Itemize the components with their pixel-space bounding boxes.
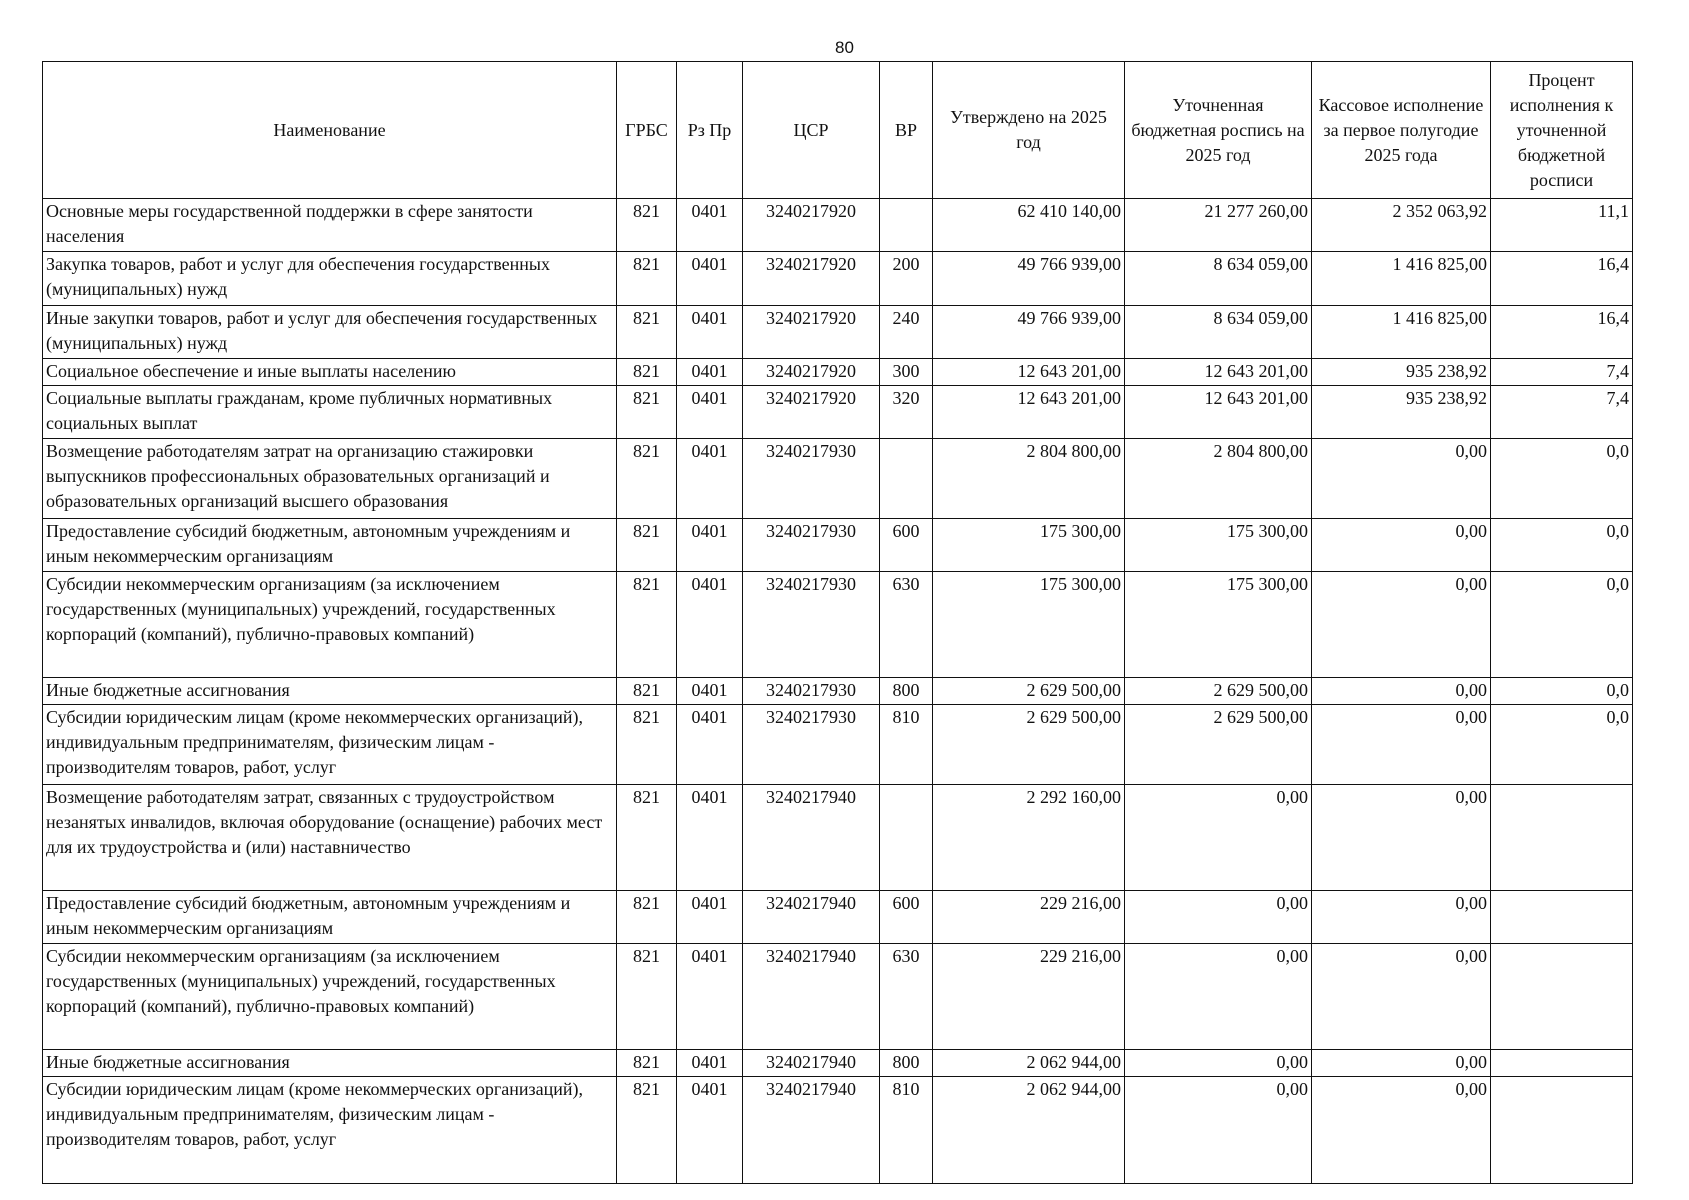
cell-name: Социальное обеспечение и иные выплаты населению [43, 359, 617, 386]
cell-rzpr: 0401 [677, 519, 743, 572]
cell-approved: 175 300,00 [933, 572, 1125, 678]
cell-csr: 3240217920 [743, 252, 880, 306]
cell-percent: 16,4 [1491, 306, 1633, 359]
cell-refined: 21 277 260,00 [1125, 199, 1312, 252]
table-row [43, 785, 1633, 891]
table-row [43, 1050, 1633, 1077]
cell-vr [880, 439, 933, 519]
cell-vr [880, 785, 933, 891]
cell-approved: 49 766 939,00 [933, 252, 1125, 306]
cell-name: Закупка товаров, работ и услуг для обеспечения государственных (муниципальных) нужд [43, 252, 617, 306]
cell-cash: 0,00 [1312, 705, 1491, 785]
cell-vr: 320 [880, 386, 933, 439]
cell-name: Возмещение работодателям затрат, связанных с трудоустройством незанятых инвалидов, включая оборудование (оснащение) рабочих мест для их трудоустройства и (или) наставничество [43, 785, 617, 891]
cell-percent [1491, 944, 1633, 1050]
cell-refined: 175 300,00 [1125, 519, 1312, 572]
cell-rzpr: 0401 [677, 199, 743, 252]
budget-table [42, 61, 1633, 1184]
table-row [43, 199, 1633, 252]
cell-name: Субсидии некоммерческим организациям (за исключением государственных (муниципальных) учреждений, государственных корпораций (компаний), публично-правовых компаний) [43, 572, 617, 678]
cell-approved: 62 410 140,00 [933, 199, 1125, 252]
cell-csr: 3240217930 [743, 678, 880, 705]
cell-name: Иные бюджетные ассигнования [43, 1050, 617, 1077]
cell-cash: 0,00 [1312, 944, 1491, 1050]
cell-rzpr: 0401 [677, 252, 743, 306]
cell-percent [1491, 785, 1633, 891]
cell-cash: 2 352 063,92 [1312, 199, 1491, 252]
cell-csr: 3240217930 [743, 572, 880, 678]
page-number: 80 [835, 38, 854, 57]
table-row [43, 944, 1633, 1050]
cell-rzpr: 0401 [677, 306, 743, 359]
cell-csr: 3240217930 [743, 705, 880, 785]
cell-percent: 0,0 [1491, 519, 1633, 572]
cell-vr [880, 199, 933, 252]
header-csr: ЦСР [743, 62, 880, 199]
cell-cash: 0,00 [1312, 678, 1491, 705]
table-row [43, 678, 1633, 705]
header-refined: Уточненная бюджетная роспись на 2025 год [1125, 62, 1312, 199]
cell-rzpr: 0401 [677, 678, 743, 705]
cell-csr: 3240217940 [743, 1077, 880, 1184]
header-approved: Утверждено на 2025 год [933, 62, 1125, 199]
cell-csr: 3240217940 [743, 944, 880, 1050]
cell-rzpr: 0401 [677, 944, 743, 1050]
cell-csr: 3240217940 [743, 1050, 880, 1077]
cell-percent: 11,1 [1491, 199, 1633, 252]
cell-name: Предоставление субсидий бюджетным, автономным учреждениям и иным некоммерческим организациям [43, 891, 617, 944]
cell-cash: 0,00 [1312, 519, 1491, 572]
cell-grbs: 821 [617, 891, 677, 944]
header-rzpr: Рз Пр [677, 62, 743, 199]
cell-vr: 630 [880, 572, 933, 678]
cell-approved: 2 629 500,00 [933, 705, 1125, 785]
cell-grbs: 821 [617, 359, 677, 386]
cell-csr: 3240217930 [743, 519, 880, 572]
cell-approved: 2 292 160,00 [933, 785, 1125, 891]
cell-grbs: 821 [617, 785, 677, 891]
cell-grbs: 821 [617, 519, 677, 572]
cell-approved: 2 062 944,00 [933, 1050, 1125, 1077]
cell-refined: 175 300,00 [1125, 572, 1312, 678]
cell-rzpr: 0401 [677, 785, 743, 891]
cell-approved: 12 643 201,00 [933, 359, 1125, 386]
cell-refined: 0,00 [1125, 891, 1312, 944]
cell-percent: 0,0 [1491, 678, 1633, 705]
cell-rzpr: 0401 [677, 439, 743, 519]
cell-csr: 3240217920 [743, 306, 880, 359]
cell-grbs: 821 [617, 199, 677, 252]
cell-grbs: 821 [617, 439, 677, 519]
cell-refined: 0,00 [1125, 1077, 1312, 1184]
cell-name: Предоставление субсидий бюджетным, автономным учреждениям и иным некоммерческим организациям [43, 519, 617, 572]
cell-name: Субсидии юридическим лицам (кроме некоммерческих организаций), индивидуальным предпринимателям, физическим лицам - производителям товаров, работ, услуг [43, 705, 617, 785]
header-vr: ВР [880, 62, 933, 199]
cell-percent [1491, 891, 1633, 944]
cell-csr: 3240217940 [743, 891, 880, 944]
cell-percent: 7,4 [1491, 359, 1633, 386]
cell-approved: 49 766 939,00 [933, 306, 1125, 359]
table-row [43, 891, 1633, 944]
cell-rzpr: 0401 [677, 386, 743, 439]
cell-refined: 2 804 800,00 [1125, 439, 1312, 519]
header-cash: Кассовое исполнение за первое полугодие 2025 года [1312, 62, 1491, 199]
cell-refined: 0,00 [1125, 1050, 1312, 1077]
cell-name: Основные меры государственной поддержки в сфере занятости населения [43, 199, 617, 252]
cell-vr: 800 [880, 678, 933, 705]
cell-approved: 229 216,00 [933, 944, 1125, 1050]
cell-refined: 0,00 [1125, 785, 1312, 891]
cell-approved: 2 062 944,00 [933, 1077, 1125, 1184]
cell-csr: 3240217940 [743, 785, 880, 891]
table-row [43, 252, 1633, 306]
cell-approved: 175 300,00 [933, 519, 1125, 572]
cell-vr: 800 [880, 1050, 933, 1077]
cell-refined: 2 629 500,00 [1125, 678, 1312, 705]
cell-vr: 240 [880, 306, 933, 359]
cell-grbs: 821 [617, 386, 677, 439]
cell-csr: 3240217920 [743, 386, 880, 439]
cell-cash: 935 238,92 [1312, 386, 1491, 439]
cell-approved: 12 643 201,00 [933, 386, 1125, 439]
cell-cash: 0,00 [1312, 1077, 1491, 1184]
table-row [43, 572, 1633, 678]
cell-rzpr: 0401 [677, 705, 743, 785]
cell-rzpr: 0401 [677, 1077, 743, 1184]
cell-grbs: 821 [617, 705, 677, 785]
cell-grbs: 821 [617, 1077, 677, 1184]
cell-cash: 1 416 825,00 [1312, 306, 1491, 359]
cell-approved: 2 804 800,00 [933, 439, 1125, 519]
cell-name: Возмещение работодателям затрат на организацию стажировки выпускников профессиональных образовательных организаций и образовательных организаций высшего образования [43, 439, 617, 519]
cell-vr: 630 [880, 944, 933, 1050]
cell-name: Социальные выплаты гражданам, кроме публичных нормативных социальных выплат [43, 386, 617, 439]
cell-csr: 3240217920 [743, 199, 880, 252]
cell-cash: 0,00 [1312, 572, 1491, 678]
header-name: Наименование [43, 62, 617, 199]
cell-rzpr: 0401 [677, 1050, 743, 1077]
cell-cash: 0,00 [1312, 891, 1491, 944]
cell-grbs: 821 [617, 1050, 677, 1077]
cell-percent [1491, 1050, 1633, 1077]
cell-name: Иные закупки товаров, работ и услуг для обеспечения государственных (муниципальных) нужд [43, 306, 617, 359]
cell-refined: 8 634 059,00 [1125, 306, 1312, 359]
cell-vr: 200 [880, 252, 933, 306]
cell-approved: 229 216,00 [933, 891, 1125, 944]
cell-percent: 0,0 [1491, 572, 1633, 678]
table-row [43, 439, 1633, 519]
cell-cash: 1 416 825,00 [1312, 252, 1491, 306]
cell-refined: 2 629 500,00 [1125, 705, 1312, 785]
cell-cash: 0,00 [1312, 1050, 1491, 1077]
cell-percent: 16,4 [1491, 252, 1633, 306]
cell-percent [1491, 1077, 1633, 1184]
table-body [43, 199, 1633, 1184]
cell-vr: 300 [880, 359, 933, 386]
cell-rzpr: 0401 [677, 359, 743, 386]
cell-vr: 810 [880, 1077, 933, 1184]
cell-name: Субсидии некоммерческим организациям (за исключением государственных (муниципальных) учреждений, государственных корпораций (компаний), публично-правовых компаний) [43, 944, 617, 1050]
cell-vr: 600 [880, 891, 933, 944]
cell-percent: 0,0 [1491, 439, 1633, 519]
cell-name: Субсидии юридическим лицам (кроме некоммерческих организаций), индивидуальным предпринимателям, физическим лицам - производителям товаров, работ, услуг [43, 1077, 617, 1184]
cell-csr: 3240217930 [743, 439, 880, 519]
table-row [43, 519, 1633, 572]
cell-grbs: 821 [617, 306, 677, 359]
cell-percent: 0,0 [1491, 705, 1633, 785]
table-row [43, 306, 1633, 359]
cell-csr: 3240217920 [743, 359, 880, 386]
header-grbs: ГРБС [617, 62, 677, 199]
cell-refined: 8 634 059,00 [1125, 252, 1312, 306]
cell-refined: 0,00 [1125, 944, 1312, 1050]
table-row [43, 1077, 1633, 1184]
header-row [43, 62, 1633, 199]
cell-grbs: 821 [617, 252, 677, 306]
cell-vr: 810 [880, 705, 933, 785]
cell-vr: 600 [880, 519, 933, 572]
cell-rzpr: 0401 [677, 891, 743, 944]
cell-grbs: 821 [617, 572, 677, 678]
cell-rzpr: 0401 [677, 572, 743, 678]
cell-refined: 12 643 201,00 [1125, 359, 1312, 386]
cell-name: Иные бюджетные ассигнования [43, 678, 617, 705]
cell-grbs: 821 [617, 678, 677, 705]
cell-approved: 2 629 500,00 [933, 678, 1125, 705]
table-row [43, 705, 1633, 785]
cell-cash: 935 238,92 [1312, 359, 1491, 386]
cell-percent: 7,4 [1491, 386, 1633, 439]
cell-refined: 12 643 201,00 [1125, 386, 1312, 439]
table-row [43, 386, 1633, 439]
cell-cash: 0,00 [1312, 785, 1491, 891]
header-percent: Процент исполнения к уточненной бюджетной росписи [1491, 62, 1633, 199]
table-row [43, 359, 1633, 386]
cell-cash: 0,00 [1312, 439, 1491, 519]
cell-grbs: 821 [617, 944, 677, 1050]
